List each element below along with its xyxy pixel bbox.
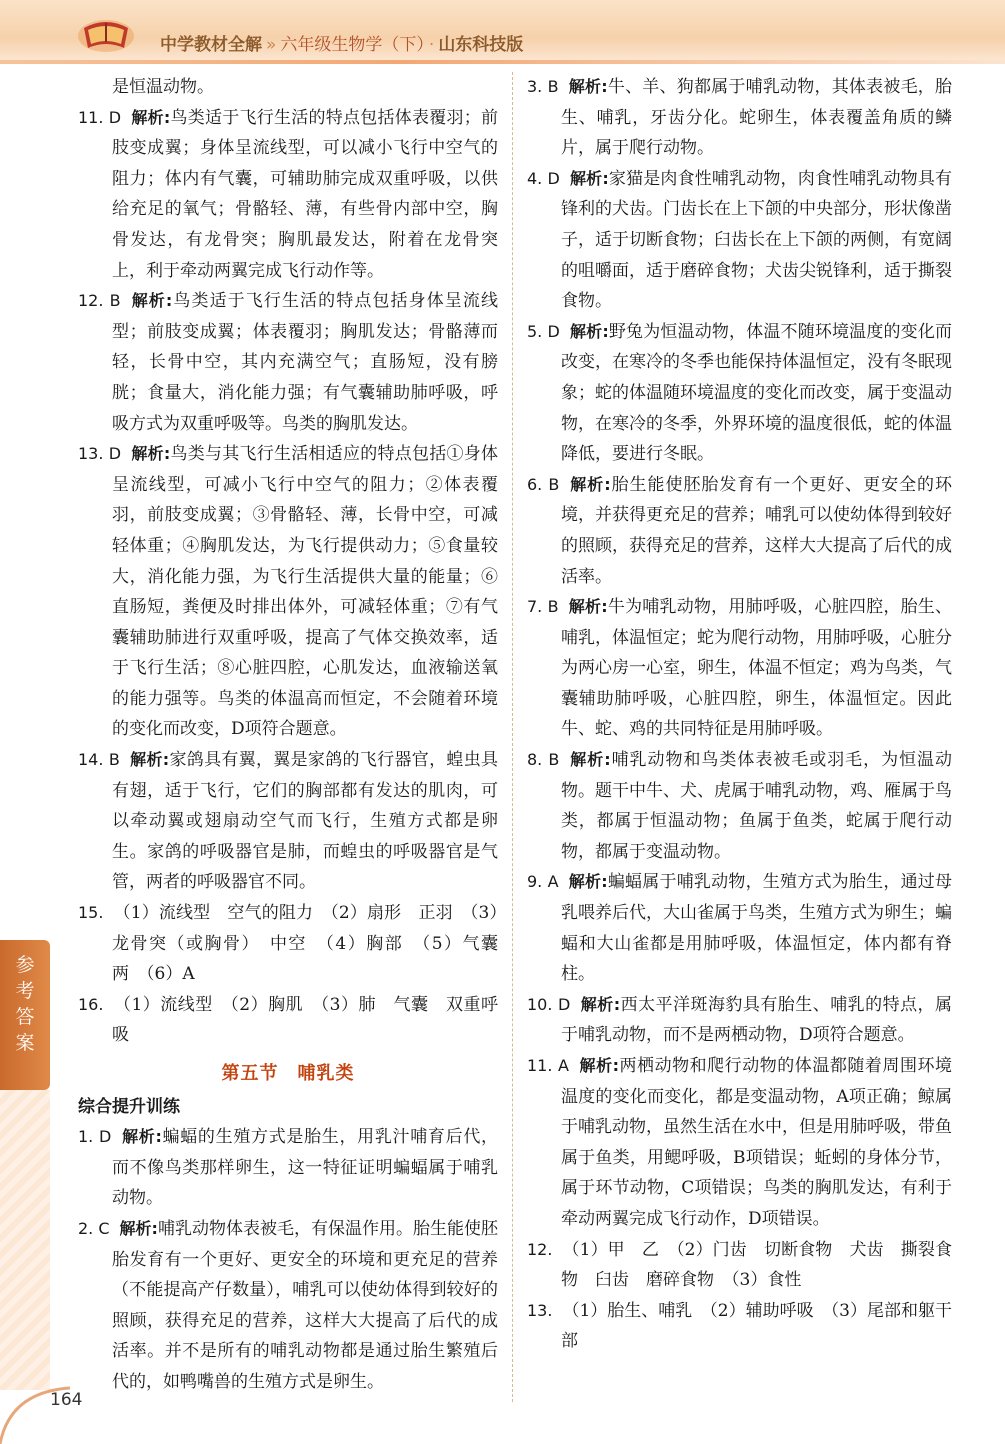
answer-text: 两栖动物和爬行动物的体温都随着周围环境温度的变化而变化，都是变温动物，A项正确；鲸属于哺乳动物，虽然生活在水中，但是用肺呼吸，带鱼属于鱼类，用鳃呼吸，B项错误；蚯蚓的身体分节，属于环节动物，C项错误；鸟类的胸肌发达，有利于牵动两翼完成飞行动作，D项错误。 xyxy=(561,1056,953,1229)
analysis-label: 解析: xyxy=(569,474,611,494)
section-title: 第五节 哺乳类 xyxy=(221,1063,355,1084)
left-column xyxy=(78,72,515,1398)
answer-item xyxy=(527,990,952,1051)
answer-text: 鸟类与其飞行生活相适应的特点包括①身体呈流线型，可减小飞行中空气的阻力；②体表覆羽，前肢变成翼；③骨骼轻、薄，长骨中空，可减轻体重；④胸肌发达，为飞行提供动力；⑤食量较大，消化能力强，为飞行生活提供大量的能量；⑥直肠短，粪便及时排出体外，可减轻体重；⑦有气囊辅助肺进行双重呼吸，提高了气体交换效率，适于飞行生活；⑧心脏四腔，心肌发达，血液输送氧的能力强等。鸟类的体温高而恒定，不会随着环境的变化而改变，D项符合题意。 xyxy=(112,444,499,740)
answer-text: （1）胎生、哺乳 （2）辅助呼吸 （3）尾部和躯干部 xyxy=(561,1300,952,1352)
column-divider xyxy=(512,72,513,1402)
answer-item xyxy=(78,1214,498,1398)
answer-text: 家猫是肉食性哺乳动物，肉食性哺乳动物具有锋利的犬齿。门齿长在上下颌的中央部分，形状像凿子，适于切断食物；臼齿长在上下颌的两侧，有宽阔的咀嚼面，适于磨碎食物；犬齿尖锐锋利，适于撕裂食物。 xyxy=(561,168,953,312)
answer-item xyxy=(527,470,952,592)
analysis-label: 解析: xyxy=(569,168,609,188)
answer-number: 13. D xyxy=(78,444,122,464)
answer-text: （1）流线型 （2）胸肌 （3）肺 气囊 双重呼吸 xyxy=(112,994,498,1046)
answer-number: 12. B xyxy=(78,291,121,311)
answer-item xyxy=(78,286,498,439)
answer-number: 11. A xyxy=(527,1056,570,1075)
analysis-label: 解析: xyxy=(568,872,608,892)
side-tab xyxy=(0,940,50,1090)
series-name: 中学教材全解 xyxy=(160,35,262,55)
book-title: 六年级生物学（下） xyxy=(280,35,425,55)
answer-item xyxy=(527,72,952,164)
left-answer-list-b xyxy=(78,1122,498,1397)
answer-item xyxy=(527,1296,952,1357)
answer-number: 1. D xyxy=(78,1127,112,1147)
answer-item xyxy=(78,745,498,898)
analysis-label: 解析: xyxy=(568,597,608,617)
answer-number: 3. B xyxy=(527,77,559,96)
answer-text: 胎生能使胚胎发育有一个更好、更安全的环境，并获得更充足的营养；哺乳可以使幼体得到较好的照顾，获得充足的营养，这样大大提高了后代的成活率。 xyxy=(561,474,953,587)
answer-text: 牛为哺乳动物，用肺呼吸，心脏四腔，胎生、哺乳，体温恒定；蛇为爬行动物，用肺呼吸，心脏分为两心房一心室，卵生，体温不恒定；鸡为鸟类，气囊辅助肺呼吸，心脏四腔，卵生，体温恒定。因此牛、蛇、鸡的共同特征是用肺呼吸。 xyxy=(561,597,953,740)
analysis-label: 解析: xyxy=(129,750,170,770)
answer-item xyxy=(527,1235,952,1296)
answer-number: 16. xyxy=(78,994,104,1014)
answer-item xyxy=(527,1051,952,1235)
publisher-name: 山东科技版 xyxy=(438,35,524,55)
answer-text: 牛、羊、狗都属于哺乳动物，其体表被毛，胎生、哺乳，牙齿分化。蛇卵生，体表覆盖角质的鳞片，属于爬行动物。 xyxy=(561,77,953,159)
answer-text: 鸟类适于飞行生活的特点包括身体呈流线型；前肢变成翼；体表覆羽；胸肌发达；骨骼薄而轻，长骨中空，其内充满空气；直肠短，没有膀胱；食量大，消化能力强；有气囊辅助肺呼吸，呼吸方式为双重呼吸等。鸟类的胸肌发达。 xyxy=(112,291,498,434)
analysis-label: 解析: xyxy=(121,1127,162,1147)
answer-number: 2. C xyxy=(78,1218,110,1238)
answer-number: 10. D xyxy=(527,994,571,1014)
answer-item xyxy=(527,592,952,745)
answer-number: 11. D xyxy=(78,107,122,127)
answer-text: 蝙蝠的生殖方式是胎生，用乳汁哺育后代，而不像鸟类那样卵生，这一特征证明蝙蝠属于哺乳动物。 xyxy=(112,1127,499,1209)
side-stripe-decoration xyxy=(0,1090,50,1390)
continuation-text: 是恒温动物。 xyxy=(112,77,214,97)
answer-item xyxy=(78,990,498,1051)
answer-number: 8. B xyxy=(527,750,560,770)
answer-item xyxy=(527,867,952,989)
answer-text: 哺乳动物体表被毛，有保温作用。胎生能使胚胎发育有一个更好、更安全的环境和更充足的营养（不能提高产仔数量），哺乳可以使幼体得到较好的照顾，获得充足的营养，这样大大提高了后代的成活率。并不是所有的哺乳动物都是通过胎生繁殖后代的，如鸭嘴兽的生殖方式是卵生。 xyxy=(112,1218,499,1392)
answer-text: 蝙蝠属于哺乳动物，生殖方式为胎生，通过母乳喂养后代，大山雀属于鸟类，生殖方式为卵生；蝙蝠和大山雀都是用肺呼吸，体温恒定，体内都有脊柱。 xyxy=(561,872,953,985)
analysis-label: 解析: xyxy=(131,107,171,127)
left-answer-list-a xyxy=(78,103,515,1051)
answer-number: 15. xyxy=(78,903,104,923)
answer-number: 7. B xyxy=(527,597,559,617)
header-dot: · xyxy=(428,35,435,55)
answer-item xyxy=(78,1122,498,1214)
answer-text: 西太平洋斑海豹具有胎生、哺乳的特点，属于哺乳动物，而不是两栖动物，D项符合题意。 xyxy=(561,994,953,1046)
answer-text: （1）甲 乙 （2）门齿 切断食物 犬齿 撕裂食物 臼齿 磨碎食物 （3）食性 xyxy=(561,1239,952,1291)
answer-number: 6. B xyxy=(527,474,560,494)
right-column xyxy=(527,72,952,1357)
analysis-label: 解析: xyxy=(579,1056,619,1075)
page-header xyxy=(0,0,1005,64)
analysis-label: 解析: xyxy=(569,750,611,770)
analysis-label: 解析: xyxy=(580,994,621,1014)
analysis-label: 解析: xyxy=(568,77,608,96)
header-title xyxy=(160,30,523,55)
answer-item xyxy=(78,439,498,745)
answer-item xyxy=(527,745,952,867)
answer-number: 4. D xyxy=(527,168,560,188)
answer-item xyxy=(78,103,498,287)
answer-item xyxy=(78,898,515,990)
answer-text: （1）流线型 空气的阻力 （2）扇形 正羽 （3）龙骨突（或胸骨） 中空 （4）胸部 （5）气囊 两 （6）A xyxy=(112,903,515,985)
answer-number: 14. B xyxy=(78,750,120,770)
analysis-label: 解析: xyxy=(130,291,173,311)
answer-item xyxy=(527,317,952,470)
analysis-label: 解析: xyxy=(131,444,171,464)
answer-text: 家鸽具有翼，翼是家鸽的飞行器官，蝗虫具有翅，适于飞行，它们的胸部都有发达的肌肉，可以牵动翼或翅扇动空气而飞行，生殖方式都是卵生。家鸽的呼吸器官是肺，而蝗虫的呼吸器官是气管，两者的呼吸器官不同。 xyxy=(112,750,499,893)
answer-text: 鸟类适于飞行生活的特点包括体表覆羽；前肢变成翼；身体呈流线型，可以减小飞行中空气的阻力；体内有气囊，可辅助肺完成双重呼吸，以供给充足的氧气；骨骼轻、薄，有些骨内部中空，胸骨发达，有龙骨突；胸肌最发达，附着在龙骨突上，利于牵动两翼完成飞行动作等。 xyxy=(112,107,499,281)
answer-number: 5. D xyxy=(527,321,560,341)
header-separator: » xyxy=(266,35,277,55)
answer-item xyxy=(527,164,952,317)
book-logo-icon xyxy=(76,14,136,54)
analysis-label: 解析: xyxy=(119,1218,158,1238)
page-number: 164 xyxy=(50,1390,83,1410)
answer-number: 13. xyxy=(527,1300,553,1320)
header-rule xyxy=(0,60,1005,64)
answer-text: 野兔为恒温动物，体温不随环境温度的变化而改变，在寒冷的冬季也能保持体温恒定，没有冬眠现象；蛇的体温随环境温度的变化而改变，属于变温动物，在寒冷的冬季，外界环境的温度很低，蛇的体温降低，要进行冬眠。 xyxy=(561,321,953,465)
right-answer-list xyxy=(527,72,952,1357)
sub-title: 综合提升训练 xyxy=(78,1096,180,1117)
answer-number: 9. A xyxy=(527,872,559,892)
answer-number: 12. xyxy=(527,1239,553,1259)
side-tab-label: 参考答案 xyxy=(15,954,35,1054)
analysis-label: 解析: xyxy=(569,321,609,341)
answer-text: 哺乳动物和鸟类体表被毛或羽毛，为恒温动物。题干中牛、犬、虎属于哺乳动物，鸡、雁属于鸟类，都属于恒温动物；鱼属于鱼类，蛇属于爬行动物，都属于变温动物。 xyxy=(561,750,953,862)
